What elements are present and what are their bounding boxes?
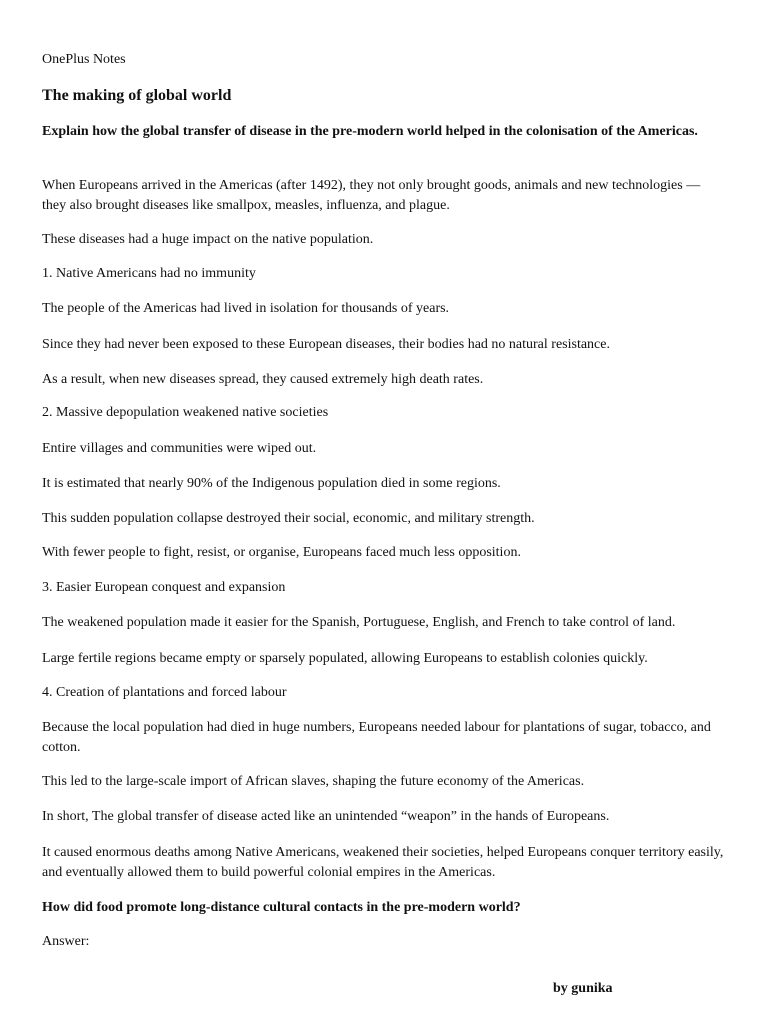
point-2-paragraph-a: Entire villages and communities were wiped out. xyxy=(42,441,317,456)
point-1-heading: 1. Native Americans had no immunity xyxy=(42,266,256,281)
point-4-heading: 4. Creation of plantations and forced labour xyxy=(42,685,287,700)
point-1-paragraph-a: The people of the Americas had lived in isolation for thousands of years. xyxy=(42,301,450,316)
point-4-paragraph-a: Because the local population had died in huge numbers, Europeans needed labour for plantations of sugar, tobacco, and cotton. xyxy=(42,720,711,755)
point-3-paragraph-b: Large fertile regions became empty or sparsely populated, allowing Europeans to establish colonies quickly. xyxy=(42,651,648,666)
point-3-heading: 3. Easier European conquest and expansion xyxy=(42,580,286,595)
author-signature: by gunika xyxy=(553,981,613,996)
question-2: How did food promote long-distance cultural contacts in the pre-modern world? xyxy=(42,900,521,915)
summary-paragraph-a: In short, The global transfer of disease acted like an unintended “weapon” in the hands of Europeans. xyxy=(42,809,610,824)
summary-paragraph-b: It caused enormous deaths among Native Americans, weakened their societies, helped Europeans conquer territory easily, and eventually allowed them to build powerful colonial empires in the Americas. xyxy=(42,845,724,880)
answer-label: Answer: xyxy=(42,934,90,949)
point-4-paragraph-b: This led to the large-scale import of African slaves, shaping the future economy of the Americas. xyxy=(42,774,585,789)
point-2-heading: 2. Massive depopulation weakened native societies xyxy=(42,405,329,420)
point-2-paragraph-b: It is estimated that nearly 90% of the Indigenous population died in some regions. xyxy=(42,476,501,491)
impact-paragraph: These diseases had a huge impact on the native population. xyxy=(42,232,374,247)
point-2-paragraph-c: This sudden population collapse destroyed their social, economic, and military strength. xyxy=(42,511,535,526)
point-1-paragraph-c: As a result, when new diseases spread, they caused extremely high death rates. xyxy=(42,372,484,387)
brand-label: OnePlus Notes xyxy=(42,52,126,67)
point-1-paragraph-b: Since they had never been exposed to these European diseases, their bodies had no natural resistance. xyxy=(42,337,610,352)
page-title: The making of global world xyxy=(42,87,232,104)
question-1: Explain how the global transfer of disease in the pre-modern world helped in the colonisation of the Americas. xyxy=(42,124,698,139)
point-3-paragraph-a: The weakened population made it easier for the Spanish, Portuguese, English, and French to take control of land. xyxy=(42,615,676,630)
intro-paragraph: When Europeans arrived in the Americas (after 1492), they not only brought goods, animals and new technologies — they also brought diseases like smallpox, measles, influenza, and plague. xyxy=(42,178,701,213)
point-2-paragraph-d: With fewer people to fight, resist, or organise, Europeans faced much less opposition. xyxy=(42,545,521,560)
